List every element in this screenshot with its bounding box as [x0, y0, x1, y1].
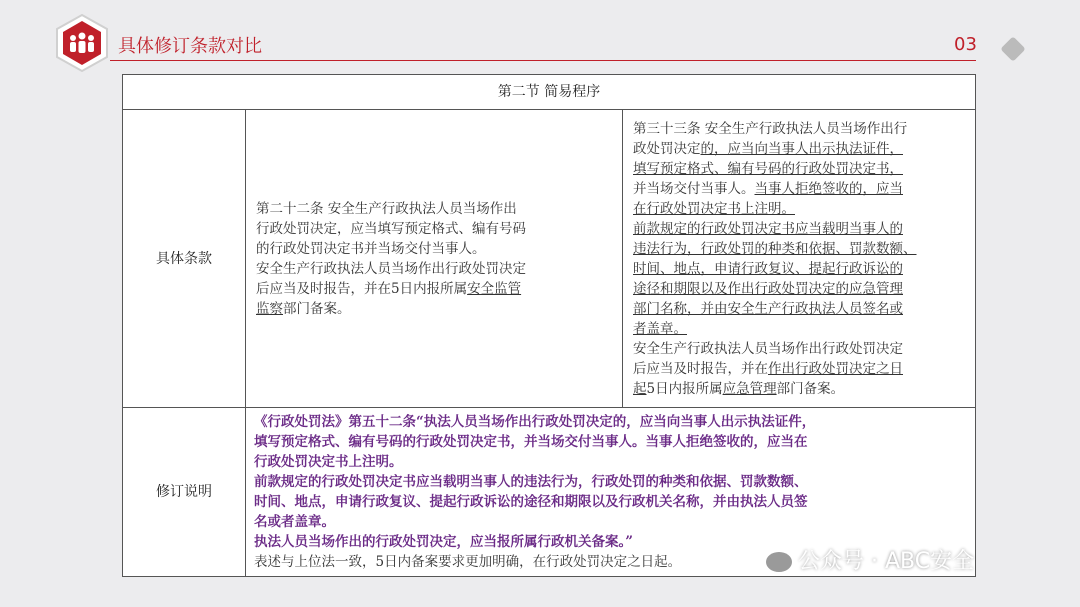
note-line: 名或者盖章。 — [254, 514, 335, 530]
new-clause-line: 违法行为，行政处罚的种类和依据、罚款数额、 — [633, 240, 917, 257]
new-clause-line: 填写预定格式、编有号码的行政处罚决定书， — [633, 160, 903, 177]
old-clause-line: 第二十二条 安全生产行政执法人员当场作出 — [256, 200, 517, 217]
page-number: 03 — [954, 34, 977, 55]
note-line: 《行政处罚法》第五十二条“执法人员当场作出行政处罚决定的，应当向当事人出示执法证件， — [254, 414, 816, 430]
note-line: 前款规定的行政处罚决定书应当载明当事人的违法行为，行政处罚的种类和依据、罚款数额、 — [254, 474, 808, 490]
old-clause-line: 监察部门备案。 — [256, 300, 351, 317]
new-clause-line: 第三十三条 安全生产行政执法人员当场作出行 — [633, 120, 908, 137]
note-line: 时间、地点，申请行政复议、提起行政诉讼的途径和期限以及行政机关名称，并由执法人员签 — [254, 494, 808, 510]
slide-title: 具体修订条款对比 — [118, 36, 262, 57]
new-clause-line: 起5日内报所属应急管理部门备案。 — [633, 380, 845, 397]
watermark — [766, 544, 974, 575]
note-line: 执法人员当场作出的行政处罚决定，应当报所属行政机关备案。” — [254, 534, 634, 550]
new-clause-cell — [623, 110, 976, 408]
corner-decoration — [1000, 36, 1025, 61]
note-line: 行政处罚决定书上注明。 — [254, 454, 403, 470]
old-clause-line: 的行政处罚决定书并当场交付当事人。 — [256, 240, 486, 257]
new-clause-line: 安全生产行政执法人员当场作出行政处罚决定 — [633, 340, 903, 357]
row-label-notes: 修订说明 — [123, 408, 246, 577]
old-clause-line: 后应当及时报告，并在5日内报所属安全监管 — [256, 280, 522, 297]
wechat-icon — [766, 552, 792, 572]
header-divider — [110, 60, 976, 61]
new-clause-line: 者盖章。 — [633, 320, 687, 337]
new-clause-line: 前款规定的行政处罚决定书应当载明当事人的 — [633, 220, 903, 237]
team-icon — [54, 13, 110, 73]
new-clause-line: 途径和期限以及作出行政处罚决定的应急管理 — [633, 280, 903, 297]
new-clause-line: 在行政处罚决定书上注明。 — [633, 200, 795, 217]
note-line: 表述与上位法一致，5日内备案要求更加明确，在行政处罚决定之日起。 — [254, 554, 682, 570]
old-clause-line: 行政处罚决定，应当填写预定格式、编有号码 — [256, 220, 526, 237]
note-line: 填写预定格式、编有号码的行政处罚决定书，并当场交付当事人。当事人拒绝签收的，应当在 — [254, 434, 808, 450]
old-clause-line: 安全生产行政执法人员当场作出行政处罚决定 — [256, 260, 526, 277]
new-clause-line: 时间、地点，申请行政复议、提起行政诉讼的 — [633, 260, 903, 277]
new-clause-line: 并当场交付当事人。当事人拒绝签收的，应当 — [633, 180, 903, 197]
new-clause-line: 政处罚决定的，应当向当事人出示执法证件， — [633, 140, 903, 157]
new-clause-line: 部门名称，并由安全生产行政执法人员签名或 — [633, 300, 903, 317]
slide-header — [0, 0, 1080, 80]
section-title: 第二节 简易程序 — [123, 75, 976, 110]
old-clause-cell — [246, 110, 623, 408]
watermark-text: 公众号 · ABC安全 — [798, 549, 975, 574]
row-label-clauses: 具体条款 — [123, 110, 246, 408]
new-clause-line: 后应当及时报告，并在作出行政处罚决定之日 — [633, 360, 903, 377]
comparison-table — [122, 74, 976, 577]
